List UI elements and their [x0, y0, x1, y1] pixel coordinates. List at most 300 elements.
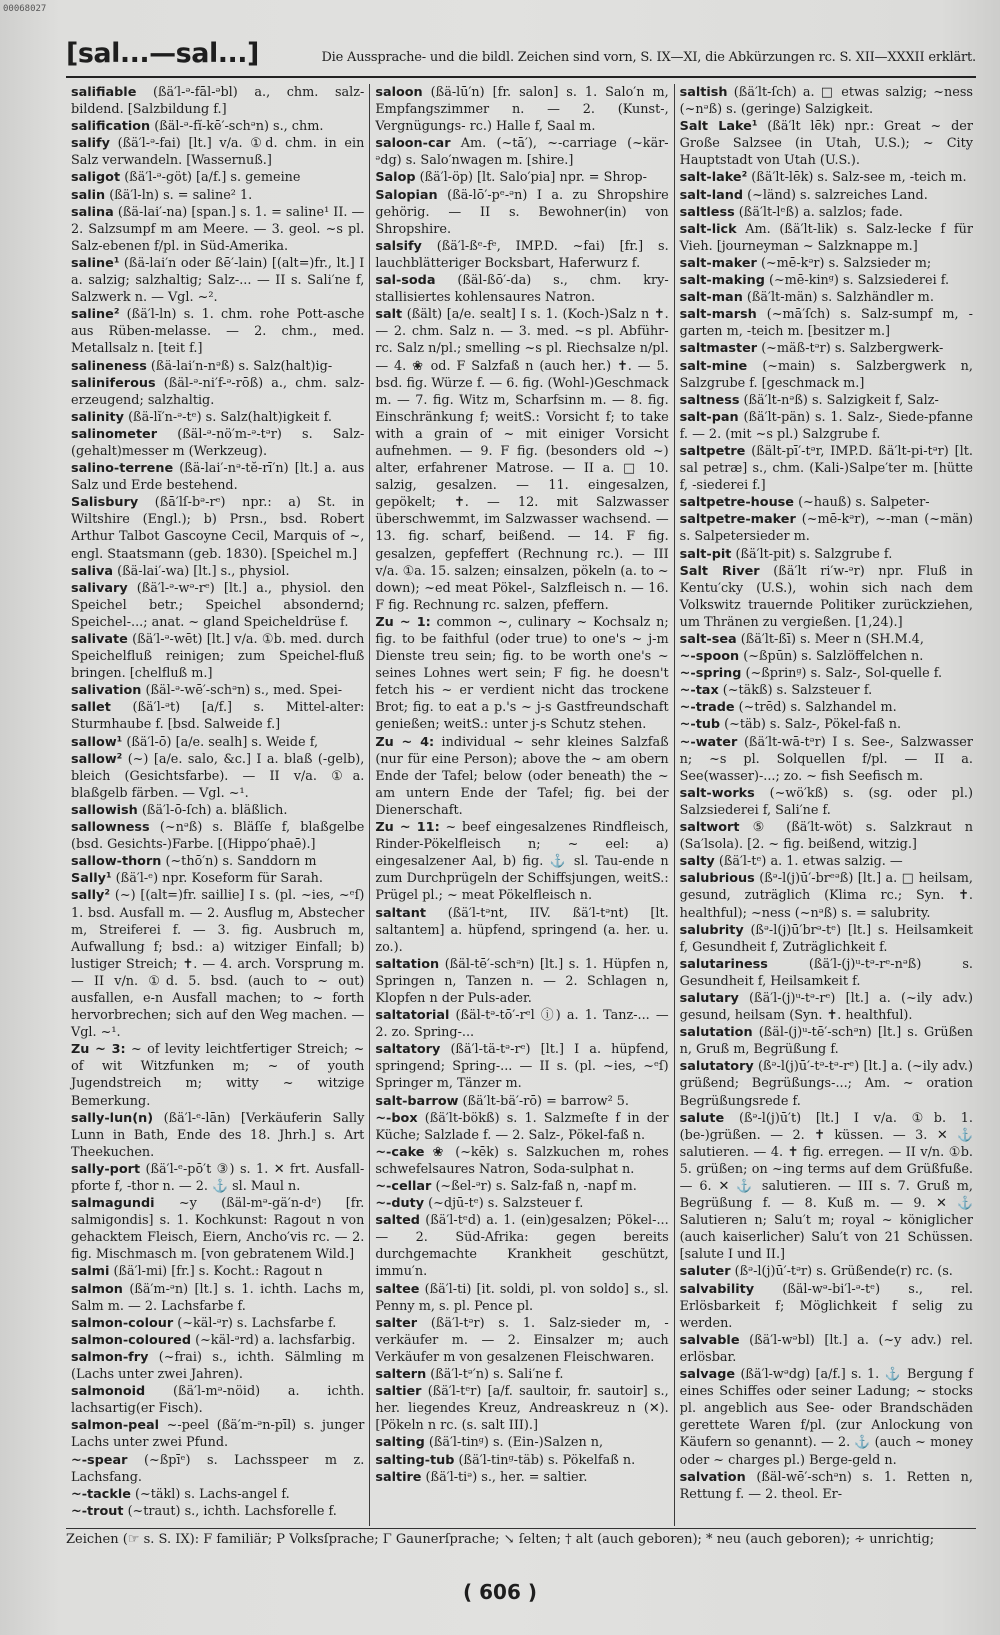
dictionary-entry	[680, 204, 973, 221]
entry-text: (~ßel-ᵊr) s. Salz-faß n, -napf m.	[435, 1179, 637, 1194]
entry-headword: Salopian	[375, 187, 438, 203]
entry-headword: salmon-fry	[71, 1349, 149, 1365]
entry-headword: salting-tub	[375, 1452, 455, 1468]
dictionary-entry	[71, 1263, 364, 1280]
dictionary-entry	[71, 1452, 364, 1486]
entry-headword: Zu ~ 4:	[375, 734, 435, 750]
entry-text: (ßäl-wē′-schᵊn) s. 1. Retten n, Rettung f. — 2. theol. Er-	[679, 1469, 973, 1502]
dictionary-entry	[680, 716, 973, 733]
entry-text: (~traut) s., ichth. Lachsforelle f.	[127, 1503, 337, 1519]
entry-text: (~nᵊß) s. Bläſſe f, blaßgelbe (bsd. Gesichts-)Farbe. [(Hippo′phaē).]	[71, 820, 365, 853]
entry-text: (~ßpīᵉ) s. Lachsspeer m z. Lachsfang.	[71, 1452, 365, 1485]
entry-headword: ~-water	[679, 734, 738, 750]
entry-headword: saltish	[679, 85, 728, 100]
dictionary-entry	[680, 699, 973, 716]
entry-text: (ßä′l-tᵉr) [a/f. saultoir, fr. sautoir] s., her. liegendes Kreuz, Andreaskreuz n (✕). [Pökeln n rc. (s. salt III).]	[375, 1384, 669, 1434]
entry-headword: saline²	[71, 307, 120, 323]
entry-headword: sallet	[71, 700, 111, 716]
entry-text: Am. (~tā′), ~-carriage (~kär-ᵊdg) s. Salo′nwagen m. [shire.]	[375, 136, 669, 169]
entry-headword: salsify	[375, 238, 422, 254]
dictionary-entry	[375, 956, 668, 1007]
dictionary-entry	[71, 1332, 364, 1349]
dictionary-entry	[680, 1263, 973, 1280]
entry-text: (ßä′l-tä-tᵊ-rᵉ) [lt.] I a. hüpfend, springend; Spring-... — II s. (pl. ~ies, ~ᵉſ) Springer m, Tänzer m.	[375, 1042, 669, 1092]
entry-headword: ~-cake	[375, 1144, 425, 1160]
entry-text: (ßäl-ßō′-da) s., chm. kry-stallisiertes kohlensaures Natron.	[375, 273, 669, 306]
entry-text: (ßä′l-tᵊ′n) s. Sali′ne f.	[430, 1367, 564, 1383]
dictionary-entry	[680, 990, 973, 1024]
entry-headword: salvation	[679, 1469, 746, 1485]
dictionary-entry	[375, 1144, 668, 1178]
column-2	[370, 84, 674, 1526]
dictionary-entry	[680, 631, 973, 648]
entry-headword: salutary	[679, 990, 739, 1006]
entry-headword: ~-cellar	[375, 1179, 432, 1194]
entry-text: (ßä′l-tᵊr) s. 1. Salz-sieder m, -verkäufer m. — 2. Einsalzer m; auch Verkäufer m von gesalzenen Fleischwaren.	[375, 1315, 669, 1365]
entry-headword: sallow¹	[71, 734, 123, 750]
entry-headword: salt-pan	[679, 409, 739, 425]
dictionary-entry	[71, 460, 364, 494]
dictionary-entry	[71, 1110, 364, 1161]
entry-text: (~djū-tᵉ) s. Salzsteuer f.	[428, 1196, 584, 1212]
entry-headword: salt-man	[679, 290, 743, 306]
entry-text: ⑤ (ßä′lt-wöt) s. Salzkraut n (Sa′lsola). [2. ~ fig. beißend, witzig.]	[679, 820, 973, 853]
dictionary-entry	[680, 358, 973, 392]
entry-text: (~mäß-tᵊr) s. Salzbergwerk-	[761, 341, 944, 357]
entry-headword: ~-trout	[71, 1503, 124, 1519]
entry-headword: salt-maker	[679, 255, 757, 271]
entry-columns	[66, 84, 978, 1526]
dictionary-entry	[71, 1383, 364, 1417]
dictionary-entry	[680, 648, 973, 665]
dictionary-entry	[375, 1366, 668, 1383]
entry-headword: salify	[71, 136, 110, 152]
entry-text: (ßä′l-ßᵉ-fᵉ, IMP.D. ~fai) [fr.] s. lauchblätteriger Bocksbart, Haferwurz f.	[375, 238, 669, 271]
entry-headword: ~-trade	[679, 700, 735, 716]
dictionary-entry	[71, 870, 364, 887]
entry-text: (ßä′lt-lᵉß) a. salzlos; fade.	[738, 204, 903, 220]
entry-headword: Zu ~ 11:	[375, 820, 440, 836]
entry-headword: saltatory	[375, 1042, 441, 1058]
entry-headword: salute	[679, 1110, 725, 1126]
entry-headword: ~-spoon	[679, 649, 740, 665]
entry-headword: saltwort	[679, 820, 740, 836]
entry-headword: salter	[375, 1315, 418, 1331]
entry-headword: salvage	[679, 1367, 736, 1383]
dictionary-entry	[71, 1503, 364, 1520]
dictionary-entry	[680, 169, 973, 186]
entry-headword: sallowness	[71, 820, 150, 836]
entry-headword: Zu ~ 1:	[375, 614, 431, 630]
entry-headword: saloon-car	[375, 136, 451, 152]
entry-headword: salt-land	[679, 187, 744, 203]
dictionary-entry	[680, 819, 973, 853]
entry-text: common ~, culinary ~ Kochsalz n; fig. to be faithful (oder true) to one's ~ j-m Dienste treu sein; fig. to be worth one's ~ seines Lohnes wert sein; F fig. he doesn't fetch his ~ er verdient nicht das trockene Brot; fig. to eat a p.'s ~ j-s Gastfreundschaft genießen; weitS.: unter j-s Schutz stehen.	[375, 614, 669, 733]
dictionary-entry	[680, 187, 973, 204]
dictionary-entry	[680, 1110, 973, 1264]
entry-headword: Salt Lake¹	[679, 119, 758, 135]
entry-text: (ßä′lt-nᵊß) s. Salzigkeit f, Salz-	[743, 392, 939, 408]
entry-headword: saluter	[679, 1264, 731, 1280]
entry-text: (ßä′l-wᵊdg) [a/f.] s. 1. ⚓ Bergung f eines Schiffes oder seiner Ladung; ~ stocks pl. angeblich aus See- oder Brandschäden gerettete Waren f/pl. (zur Anlockung von Käufern so genannt). — 2. ⚓ (auch ~ money oder ~ charges pl.) Berge-geld n.	[679, 1367, 973, 1468]
dictionary-entry	[375, 272, 668, 306]
entry-headword: sallow-thorn	[71, 854, 162, 870]
dictionary-entry	[71, 375, 364, 409]
entry-headword: salubrity	[679, 922, 744, 938]
entry-headword: salutation	[679, 1025, 753, 1041]
entry-headword: salino-terrene	[71, 461, 174, 477]
dictionary-entry	[680, 443, 973, 494]
entry-headword: saltire	[375, 1469, 422, 1485]
entry-headword: salt-mine	[679, 358, 748, 374]
entry-headword: salt-barrow	[375, 1093, 459, 1109]
entry-headword: salina	[71, 204, 114, 220]
entry-text: (ßä-lai′-wa) [lt.] s., physiol.	[117, 563, 290, 579]
dictionary-entry	[375, 1195, 668, 1212]
column-1	[66, 84, 370, 1526]
entry-headword: saline¹	[71, 255, 120, 271]
dictionary-entry	[680, 546, 973, 563]
dictionary-entry	[680, 289, 973, 306]
entry-headword: saltless	[679, 204, 735, 220]
entry-headword: saltee	[375, 1281, 420, 1297]
entry-text: (ßält-pī′-tᵊr, IMP.D. ßä′lt-pi-tᵊr) [lt. sal petræ] s., chm. (Kali-)Salpe′ter m. [hütte f, -siederei f.]	[679, 443, 973, 494]
dictionary-entry	[680, 665, 973, 682]
dictionary-entry	[680, 1469, 973, 1503]
dictionary-entry	[680, 511, 973, 545]
entry-headword: salted	[375, 1213, 420, 1229]
dictionary-entry	[375, 1178, 668, 1195]
entry-headword: saliniferous	[71, 375, 156, 391]
entry-text: (ßä′l-ᵊt) [a/f.] s. Mittel-alter: Sturmhaube f. [bsd. Salweide f.]	[71, 700, 365, 733]
entry-text: Am. (ßä′lt-lik) s. Salz-lecke f für Vieh. [journeyman ~ Salzknappe m.]	[679, 221, 973, 254]
entry-text: (ßᵊ-l(j)ū′-tᵊr) s. Grüßende(r) rc. (s.	[734, 1264, 953, 1280]
entry-text: (~wö′kß) s. (sg. oder pl.) Salzsiederei f, Sali′ne f.	[679, 785, 973, 818]
page-header	[66, 38, 976, 78]
dictionary-entry	[680, 1024, 973, 1058]
entry-text: (ßä′lt-ßī) s. Meer n (SH.M.4,	[740, 632, 924, 647]
dictionary-entry	[680, 494, 973, 511]
entry-text: (~ßprinᵍ) s. Salz-, Sol-quelle f.	[745, 666, 943, 682]
entry-text: (ßäl-ᵊ-wē′-schᵊn) s., med. Spei-	[145, 683, 343, 699]
entry-headword: salmagundi	[71, 1196, 155, 1212]
entry-text: (ßä-lai′n oder ßē′-lain) [(alt=)fr., lt.] I a. salzig; salzhaltig; Salz-... — II s. Sali′ne f, Salzwerk n. — Vgl. ~².	[71, 255, 365, 306]
entry-text: (ßᵊ-l(j)ū′-brᵉᵊß) [lt.] a. □ heilsam, gesund, zuträglich (Klima rc.; Syn. ✝. healthful); ~ness (~nᵊß) s. = salubrity.	[679, 871, 973, 921]
entry-text: (ßä′l-(j)ᵘ-tᵊ-rᵉ-nᵊß) s. Gesundheit f, Heilsamkeit f.	[679, 956, 973, 989]
dictionary-entry	[71, 1349, 364, 1383]
dictionary-entry	[71, 802, 364, 819]
dictionary-entry	[680, 118, 973, 169]
entry-text: (ßä′lt-ſch) a. □ etwas salzig; ~ness (~nᵊß) s. (geringe) Salzigkeit.	[679, 85, 973, 118]
entry-headword: salvable	[679, 1332, 740, 1348]
entry-text: (ßä′l-öp) [lt. Salo′pia] npr. = Shrop-	[419, 170, 647, 186]
entry-text: (ßäl-tē′-schᵊn) [lt.] s. 1. Hüpfen n, Springen n, Tanzen n. — 2. Schlagen n, Klopfen n der Puls-ader.	[375, 956, 669, 1006]
entry-headword: salification	[71, 119, 151, 135]
entry-text: (ßä′l-wᵊbl) [lt.] a. (~y adv.) rel. erlösbar.	[679, 1332, 973, 1365]
dictionary-entry	[375, 1007, 668, 1041]
dictionary-entry	[71, 255, 364, 306]
dictionary-entry	[680, 922, 973, 956]
page-number: ( 606 )	[463, 1580, 537, 1604]
entry-text: (~mē-kᵊr) s. Salzsieder m;	[760, 255, 932, 271]
dictionary-entry	[680, 1058, 973, 1109]
entry-headword: saltatorial	[375, 1008, 450, 1024]
entry-text: (ßä′l-ln) s. 1. chm. rohe Pott-asche aus Rüben-melasse. — 2. chm., med. Metallsalz n. [teit f.]	[71, 307, 365, 357]
entry-headword: Zu ~ 3:	[71, 1042, 126, 1058]
dictionary-entry	[375, 1383, 668, 1434]
dictionary-entry	[375, 169, 668, 186]
entry-headword: saltant	[375, 905, 426, 921]
entry-headword: salt-marsh	[679, 307, 757, 323]
dictionary-entry	[375, 306, 668, 614]
entry-headword: ~-box	[375, 1110, 418, 1126]
entry-text: (ßä′l-tᵉd) a. 1. (ein)gesalzen; Pökel-... — 2. Süd-Afrika: gegen bereits durchgemachte Krankheit geschützt, immu′n.	[375, 1213, 669, 1280]
dictionary-entry	[375, 135, 668, 169]
dictionary-entry	[375, 1434, 668, 1451]
entry-headword: salutatory	[679, 1059, 754, 1075]
dictionary-entry	[71, 699, 364, 733]
entry-text: (ßä′m-ᵊn) [lt.] s. 1. ichth. Lachs m, Salm m. — 2. Lachsfarbe f.	[71, 1281, 365, 1314]
entry-headword: saltation	[375, 956, 440, 972]
entry-text: (~) [a/e. salo, &c.] I a. blaß (-gelb), bleich (Gesichtsfarbe). — II v/a. ①a. blaßgelb färben. — Vgl. ~¹.	[71, 751, 365, 801]
entry-headword: sallowish	[71, 802, 138, 818]
dictionary-entry	[71, 1315, 364, 1332]
dictionary-entry	[71, 1417, 364, 1451]
dictionary-entry	[71, 563, 364, 580]
entry-text: (ßäl-ᵊ-ni′f-ᵊ-rōß) a., chm. salz-erzeugend; salzhaltig.	[71, 375, 365, 408]
dictionary-entry	[71, 1041, 364, 1109]
dictionary-entry	[375, 819, 668, 904]
entry-headword: Salisbury	[71, 495, 139, 511]
entry-text: (~täkl) s. Lachs-angel f.	[135, 1486, 290, 1502]
entry-text: (~käl-ᵊrd) a. lachsfarbig.	[195, 1332, 356, 1348]
dictionary-entry	[375, 1315, 668, 1366]
entry-text: (ßäl-(j)ᵘ-tē′-schᵊn) [lt.] s. Grüßen n, Gruß m, Begrüßung f.	[679, 1025, 973, 1058]
entry-headword: saltier	[375, 1384, 422, 1400]
dictionary-entry	[680, 1366, 973, 1469]
dictionary-entry	[680, 392, 973, 409]
entry-text: (ßä′l-tᵉ) a. 1. etwas salzig. —	[718, 854, 903, 870]
dictionary-entry	[680, 1281, 973, 1332]
entry-headword: sal-soda	[375, 273, 436, 289]
entry-text: (ßä′l-ᵊ-göt) [a/f.] s. gemeine	[124, 170, 301, 186]
entry-headword: salt-lake²	[679, 170, 748, 186]
entry-headword: Sally¹	[71, 871, 112, 887]
entry-headword: salmon-coloured	[71, 1332, 192, 1348]
entry-text: (ßä-lō′-pᵉ-ᵊn) I a. zu Shropshire gehörig. — II s. Bewohner(in) von Shropshire.	[375, 187, 669, 237]
legend-footer: Zeichen (☞ s. S. IX): F familiär; P Volksſprache; Γ Gaunerſprache; ↘ ſelten; † alt (auch geboren); * neu (auch geboren); ∻ unrichtig;	[66, 1528, 976, 1554]
entry-headword: salubrious	[679, 871, 755, 887]
entry-headword: salty	[679, 854, 715, 870]
dictionary-entry	[71, 169, 364, 186]
dictionary-entry	[680, 409, 973, 443]
dictionary-entry	[680, 853, 973, 870]
dictionary-entry	[680, 221, 973, 255]
entry-text: (~thō′n) s. Sanddorn m	[165, 854, 317, 870]
entry-headword: salting	[375, 1435, 425, 1451]
entry-text: (~länd) s. salzreiches Land.	[747, 187, 928, 203]
dictionary-entry	[375, 614, 668, 734]
entry-text: (ßä′l-ō) [a/e. sealh] s. Weide f,	[126, 734, 319, 750]
dictionary-entry	[71, 494, 364, 562]
dictionary-entry	[680, 682, 973, 699]
dictionary-entry	[71, 118, 364, 135]
entry-headword: saligot	[71, 170, 121, 186]
entry-headword: salmon-peal	[71, 1418, 160, 1434]
entry-headword: salt-lick	[679, 221, 737, 237]
dictionary-entry	[71, 1486, 364, 1503]
entry-text: ~ of levity leichtfertiger Streich; ~ of wit Witzfunken m; ~ of youth Jugendstreich m; witty ~ witzige Bemerkung.	[71, 1042, 365, 1109]
dictionary-entry	[680, 306, 973, 340]
column-3	[675, 84, 978, 1526]
dictionary-entry	[680, 734, 973, 785]
dictionary-entry	[71, 409, 364, 426]
dictionary-entry	[375, 1469, 668, 1486]
entry-headword: ~-tub	[679, 717, 721, 733]
entry-text: (ßä′l-ln) s. = saline² 1.	[109, 187, 253, 203]
dictionary-entry	[71, 306, 364, 357]
dictionary-entry	[375, 1110, 668, 1144]
dictionary-entry	[680, 870, 973, 921]
entry-headword: salt-sea	[679, 632, 737, 647]
entry-headword: saltmaster	[679, 341, 758, 357]
entry-text: (ßä-lai′-na) [span.] s. 1. = saline¹ II. — 2. Salzsumpf m am Meere. — 3. geol. ~s pl. Salz-ebenen f/pl. in Süd-Amerika.	[71, 204, 365, 254]
entry-text: (~täb) s. Salz-, Pökel-faß n.	[724, 717, 902, 733]
entry-text: ~ beef eingesalzenes Rindfleisch, Rinder-Pökelfleisch n; ~ eel: a) eingesalzener Aal, b) fig. ⚓ sl. Tau-ende n zum Durchprügeln der Schiffsjungen, weitS.: Prügel pl.; ~ meat Pökelfleisch n.	[375, 820, 669, 904]
entry-text: (ßä′l-(j)ᵘ-tᵊ-rᵉ) [lt.] a. (~ily adv.) gesund, heilsam (Syn. ✝. healthful).	[679, 990, 973, 1024]
entry-text: (~trēd) s. Salzhandel m.	[738, 700, 897, 716]
dictionary-entry	[71, 187, 364, 204]
entry-text: ❀ (~kēk) s. Salzkuchen m, rohes schwefelsaures Natron, Soda-sulphat n.	[375, 1144, 669, 1177]
entry-text: (ßä′l-ō-ſch) a. bläßlich.	[141, 802, 288, 818]
entry-headword: salifiable	[71, 85, 137, 100]
entry-headword: salmon	[71, 1281, 123, 1297]
dictionary-entry	[375, 238, 668, 272]
entry-text: (ßä′l-ᵊ-fai) [lt.] v/a. ①d. chm. in ein Salz verwandeln. [Wassernuß.]	[71, 136, 365, 169]
entry-headword: saliva	[71, 563, 114, 579]
entry-text: (ßä′l-mᵊ-nöid) a. ichth. lachsartig(er Fisch).	[71, 1384, 365, 1417]
entry-headword: salivation	[71, 683, 142, 699]
dictionary-entry	[375, 1212, 668, 1280]
dictionary-entry	[71, 819, 364, 853]
dictionary-entry	[680, 84, 973, 118]
entry-text: (ßä′l-tinᵍ-täb) s. Pökelfaß n.	[458, 1452, 636, 1468]
entry-text: (ßä-lū′n) [fr. salon] s. 1. Salo′n m, Empfangszimmer n. — 2. (Kunst-, Vergnügungs- rc.) Halle f, Saal m.	[375, 85, 669, 135]
dictionary-entry	[680, 340, 973, 357]
dictionary-entry	[375, 1281, 668, 1315]
dictionary-entry	[680, 956, 973, 990]
entry-headword: ~-spear	[71, 1452, 128, 1468]
entry-text: (ßä′lt-lēk) s. Salz-see m, -teich m.	[751, 170, 967, 186]
entry-text: (ßä′lt ri′w-ᵊr) npr. Fluß in Kentu′cky (U.S.), wohin sich nach dem Volkswitz trauernde Politiker zurückziehen, um Thränen zu vergießen. [1,24).]	[679, 563, 973, 630]
entry-text: (ßä′lt-pit) s. Salzgrube f.	[735, 546, 893, 562]
entry-text: (~täkß) s. Salzsteuer f.	[722, 683, 873, 699]
entry-text: (ßä′lt-pän) s. 1. Salz-, Siede-pfanne f. — 2. (mit ~s pl.) Salzgrube f.	[679, 409, 973, 442]
entry-headword: saltness	[679, 392, 740, 408]
entry-headword: saltern	[375, 1367, 427, 1383]
entry-headword: Salt River	[679, 563, 760, 579]
entry-text: (ßä′lt-bökß) s. 1. Salzmeſte f in der Küche; Salzlade f. — 2. Salz-, Pökel-faß n.	[375, 1110, 669, 1143]
dictionary-entry	[71, 1281, 364, 1315]
entry-headword: salivate	[71, 632, 128, 647]
entry-headword: salt	[375, 307, 403, 323]
entry-text: (ßäl-ᵊ-fĭ-kē′-schᵊn) s., chm.	[154, 119, 324, 135]
dictionary-entry	[375, 1452, 668, 1469]
entry-text: (ßä′l-ᵉ-pō′t ③) s. 1. ✕ frt. Ausfall-pforte f, -thor n. — 2. ⚓ sl. Maul n.	[71, 1161, 365, 1194]
entry-text: (~frai) s., ichth. Sälmling m (Lachs unter zwei Jahren).	[71, 1349, 365, 1383]
entry-text: (ßäl-tᵊ-tō′-rᵉl ⓘ) a. 1. Tanz-... — 2. zo. Spring-...	[375, 1008, 669, 1041]
entry-headword: salmi	[71, 1264, 110, 1280]
entry-text: (ßä′l-ᵊ-wᵊ-rᵉ) [lt.] a., physiol. den Speichel betr.; Speichel absondernd; Speichel-...; anat. ~ gland Speicheldrüse f.	[71, 580, 365, 630]
dictionary-entry	[71, 135, 364, 169]
entry-text: (~main) s. Salzbergwerk n, Salzgrube f. [geschmack m.]	[679, 358, 973, 391]
dictionary-entry	[71, 751, 364, 802]
dictionary-entry	[71, 1195, 364, 1263]
entry-headword: salivary	[71, 580, 128, 596]
entry-text: (~mā′ſch) s. Salz-sumpf m, -garten m, -teich m. [besitzer m.]	[679, 307, 973, 340]
entry-text: ~-peel (ßä′m-ᵊn-pīl) s. junger Lachs unter zwei Pfund.	[71, 1418, 365, 1451]
dictionary-entry	[680, 1332, 973, 1366]
scan-id: 00068027	[3, 4, 47, 14]
entry-headword: saloon	[375, 85, 423, 100]
header-note: Die Aussprache- und die bildl. Zeichen sind vorn, S. IX—XI, die Abkürzungen rc. S. XII—XXXII erklärt.	[321, 50, 976, 65]
entry-text: (ßä′l-tinᵍ) s. (Ein-)Salzen n,	[428, 1435, 604, 1451]
entry-text: (ßä′lt-män) s. Salzhändler m.	[746, 290, 934, 306]
entry-text: (ßä-lai′n-nᵊß) s. Salz(halt)ig-	[150, 358, 333, 374]
entry-headword: sally-port	[71, 1161, 141, 1177]
entry-headword: saltpetre-maker	[679, 512, 796, 528]
entry-headword: salt-pit	[679, 546, 732, 562]
entry-text: (~mē-kinᵍ) s. Salzsiederei f.	[768, 273, 950, 289]
dictionary-entry	[71, 887, 364, 1041]
dictionary-entry	[375, 1041, 668, 1092]
entry-text: individual ~ sehr kleines Salzfaß (nur für eine Person); above the ~ am obern Ende der Tafel; below (oder beneath) the ~ am untern Ende der Tafel; fig. bei der Dienerschaft.	[375, 734, 669, 818]
dictionary-entry	[375, 1093, 668, 1110]
dictionary-entry	[71, 358, 364, 375]
entry-text: (ßᵊ-l(j)ū′t) [lt.] I v/a. ①b. 1. (be-)grüßen. — 2. ✝ küssen. — 3. ✕ ⚓ salutieren. — 4. ✝ fig. erregen. — II v/n. ①b. 5. grüßen; on ~ing terms auf dem Grüßfuße. — 6. ✕ ⚓ salutieren. — III s. 7. Gruß m, Begrüßung f. — 8. Kuß m. — 9. ✕ ⚓ Salutieren n; Salu′t m; royal ~ königlicher (auch kaiserlicher) Salu′t von 21 Schüssen. [salute I und II.]	[679, 1110, 973, 1263]
entry-headword: salmonoid	[71, 1384, 146, 1400]
dictionary-entry	[71, 631, 364, 682]
entry-text: (~käl-ᵊr) s. Lachsfarbe f.	[177, 1315, 337, 1331]
entry-text: (ßä′l-ti) [it. soldi, pl. von soldo] s., sl. Penny m, s. pl. Pence pl.	[375, 1281, 669, 1314]
dictionary-entry	[375, 187, 668, 238]
entry-text: (ßä′l-mi) [fr.] s. Kocht.: Ragout n	[113, 1264, 323, 1280]
dictionary-entry	[375, 905, 668, 956]
dictionary-entry	[680, 255, 973, 272]
entry-text: (ßā′lſ-bᵊ-rᵉ) npr.: a) St. in Wiltshire (Engl.); b) Prsn., bsd. Robert Arthur Talbot Gascoyne Cecil, Marquis of ~, engl. Staatsmann (geb. 1830). [Speichel m.]	[71, 495, 365, 562]
dictionary-entry	[71, 682, 364, 699]
header-range: [sal...—sal...]	[66, 38, 259, 69]
dictionary-entry	[71, 734, 364, 751]
entry-headword: salutariness	[679, 956, 768, 972]
entry-text: (ßä′l-ᵊ-wēt) [lt.] v/a. ①b. med. durch Speichelfluß reinigen; zum Speichel-fluß bringen. [chelfluß m.]	[71, 632, 365, 682]
entry-text: (ßä′l-ᵉ-lān) [Verkäuferin Sally Lunn in Bath, Ende des 18. Jhrh.] s. Art Theekuchen.	[71, 1110, 365, 1160]
entry-text: (ßäl-wᵊ-bi′l-ᵊ-tᵉ) s., rel. Erlösbarkeit f; Möglichkeit f selig zu werden.	[679, 1281, 973, 1331]
dictionary-entry	[71, 580, 364, 631]
entry-headword: saltpetre	[679, 443, 746, 459]
entry-text: (~hauß) s. Salpeter-	[798, 495, 930, 511]
entry-text: (ßäl-ᵊ-nö′m-ᵊ-tᵊr) s. Salz-(gehalt)messer m (Werkzeug).	[71, 426, 365, 459]
entry-text: (ßᵊ-l(j)ū′brᵊ-tᵉ) [lt.] s. Heilsamkeit f, Gesundheit f, Zuträglichkeit f.	[679, 922, 973, 955]
entry-headword: ~-spring	[679, 666, 742, 682]
entry-headword: sally²	[71, 888, 110, 904]
entry-headword: salinometer	[71, 426, 158, 442]
entry-text: (ßä-lĭ′n-ᵊ-tᵉ) s. Salz(halt)igkeit f.	[128, 409, 332, 425]
dictionary-entry	[375, 84, 668, 135]
entry-text: (ßält) [a/e. sealt] I s. 1. (Koch-)Salz n ✝. — 2. chm. Salz n. — 3. med. ~s pl. Abführ- rc. Salz n/pl.; smelling ~s pl. Riechsalze n/pl. — 4. ❀ od. F Salzfaß n (auch her.) ✝. — 5. bsd. fig. Würze f. — 6. fig. (Wohl-)Geschmack m. — 7. fig. Witz m, Scharfsinn m. — 8. fig. Einschränkung f; weitS.: Vorsicht f; to take with a grain of ~ mit einiger Vorsicht aufnehmen. — 9. F fig. (besonders old ~) alter, erfahrener Matrose. — II a. □ 10. salzig, gesalzen. — 11. eingesalzen, gepökelt; ✝. — 12. mit Salzwasser überschwemmt, im Salzwasser wachsend. — 13. fig. scharf, beißend. — 14. F fig. gesalzen, gepfeffert (Rechnung rc.). — III v/a. ①a. 15. salzen; einsalzen, pökeln (a. to ~ down); ~ed meat Pökel-, Salzfleisch n. — 16. F fig. Rechnung rc. salzen, pfeffern.	[375, 307, 669, 613]
entry-text: (~) [(alt=)fr. saillie] I s. (pl. ~ies, ~ᵉſ) 1. bsd. Ausfall m. — 2. Ausflug m, Abstecher m, Streiferei f. — 3. fig. Ausbruch m, Aufwallung f; bsd.: a) witziger Einfall; b) lustiger Streich; ✝. — 4. arch. Vorsprung m. — II v/n. ①d. 5. bsd. (auch to ~ out) ausfallen, e-n Ausfall machen; to ~ forth hervorbrechen; sich auf den Weg machen. — Vgl. ~¹.	[71, 888, 365, 1041]
entry-headword: salmon-colour	[71, 1315, 174, 1331]
